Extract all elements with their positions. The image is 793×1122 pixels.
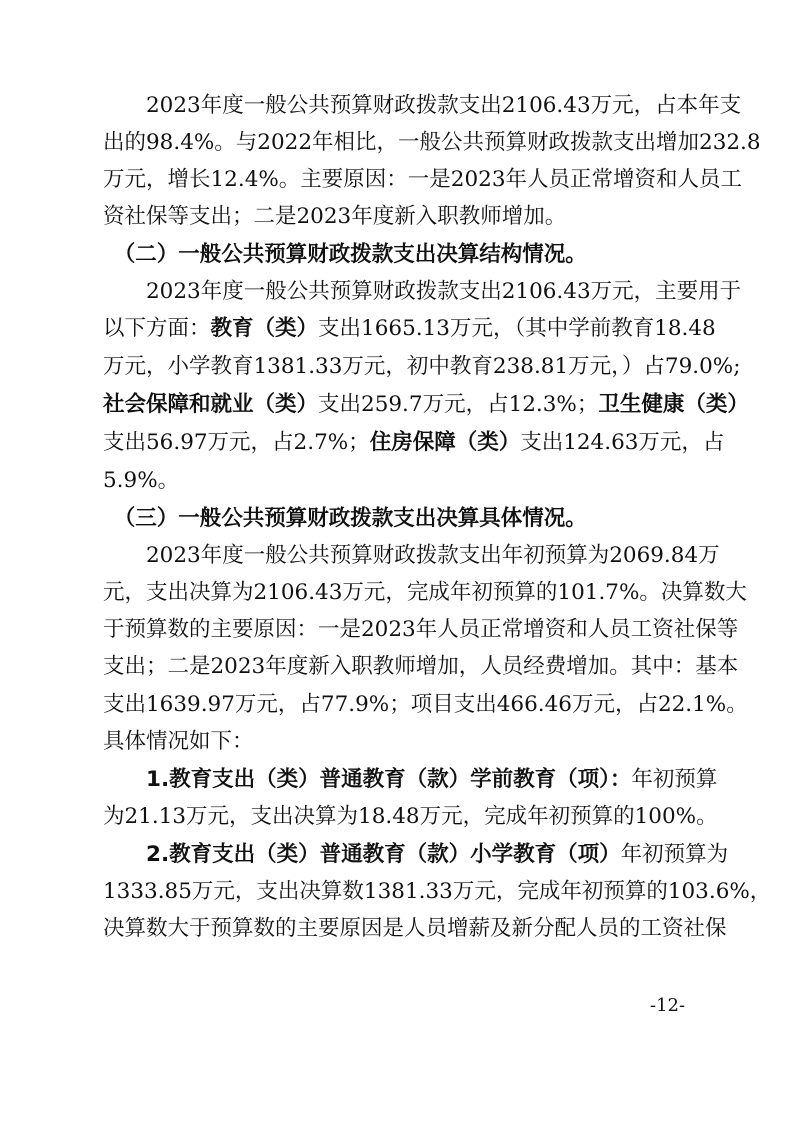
text-line [103, 541, 720, 571]
body-text: 支出124.63万元，占 [520, 430, 725, 455]
body-text: 1333.85万元，支出决算数1381.33万元，完成年初预算的103.6%， [103, 879, 772, 904]
bold-text: （二）一般公共预算财政拨款支出决算结构情况。 [103, 242, 587, 267]
bold-text: 教育（类） [210, 316, 319, 341]
text-line [103, 466, 703, 496]
text-line [103, 314, 716, 344]
text-line [103, 390, 749, 420]
bold-text: 2.教育支出（类）普通教育（款）小学教育（项） [103, 842, 621, 867]
body-text: 万元，增长12.4%。主要原因：一是2023年人员正常增资和人员工 [103, 167, 743, 192]
text-line [103, 504, 703, 534]
text-line [103, 202, 703, 232]
text-line [103, 802, 718, 832]
body-text: 出的98.4%。与2022年相比，一般公共预算财政拨款支出增加232.8 [103, 130, 761, 155]
body-text: 决算数大于预算数的主要原因是人员增薪及新分配人员的工资社保 [103, 916, 727, 941]
body-text: 支出259.7万元，占12.3%； [318, 392, 599, 417]
bold-text: 住房保障（类） [369, 430, 521, 455]
body-text: 资社保等支出；二是2023年度新入职教师增加。 [103, 204, 567, 229]
text-line [103, 91, 742, 121]
text-line [103, 877, 772, 907]
text-line [103, 578, 747, 608]
text-line [103, 615, 739, 645]
body-text: 万元，小学教育1381.33万元，初中教育238.81万元，）占79.0%; [103, 354, 741, 379]
body-text: 5.9%。 [103, 468, 180, 493]
body-text: 2023年度一般公共预算财政拨款支出年初预算为2069.84万 [103, 543, 720, 568]
bold-text: 社会保障和就业（类） [103, 392, 319, 417]
text-line [103, 652, 739, 682]
body-text: 年初预算 [631, 767, 718, 792]
text-line [103, 914, 727, 944]
body-text: 支出；二是2023年度新入职教师增加，人员经费增加。其中：基本 [103, 654, 739, 679]
bold-text: （三）一般公共预算财政拨款支出决算具体情况。 [103, 506, 587, 531]
bold-text: 卫生健康（类） [598, 392, 749, 417]
body-text: 元，支出决算为2106.43万元，完成年初预算的101.7%。决算数大 [103, 580, 747, 605]
body-text: 支出1639.97万元，占77.9%；项目支出466.46万元，占22.1%。 [103, 692, 748, 717]
body-text: 具体情况如下： [103, 729, 254, 754]
body-text: 2023年度一般公共预算财政拨款支出2106.43万元，主要用于 [103, 279, 742, 304]
text-line [103, 765, 718, 795]
body-text: 支出1665.13万元，（其中学前教育18.48 [318, 316, 716, 341]
text-line [103, 277, 742, 307]
bold-text: 1.教育支出（类）普通教育（款）学前教育（项）： [103, 767, 632, 792]
page-number: -12- [650, 995, 686, 1016]
body-text: 于预算数的主要原因：一是2023年人员正常增资和人员工资社保等 [103, 617, 739, 642]
text-line [103, 128, 761, 158]
body-text: 年初预算为 [620, 842, 729, 867]
text-line [103, 727, 703, 757]
text-line [103, 352, 741, 382]
text-line [103, 240, 703, 270]
body-text: 2023年度一般公共预算财政拨款支出2106.43万元，占本年支 [103, 93, 742, 118]
text-line [103, 840, 729, 870]
body-text: 支出56.97万元，占2.7%； [103, 430, 370, 455]
body-text: 为21.13万元，支出决算为18.48万元，完成年初预算的100%。 [103, 804, 718, 829]
body-text: 以下方面： [103, 316, 211, 341]
text-line [103, 690, 748, 720]
text-line [103, 165, 743, 195]
text-line [103, 428, 725, 458]
